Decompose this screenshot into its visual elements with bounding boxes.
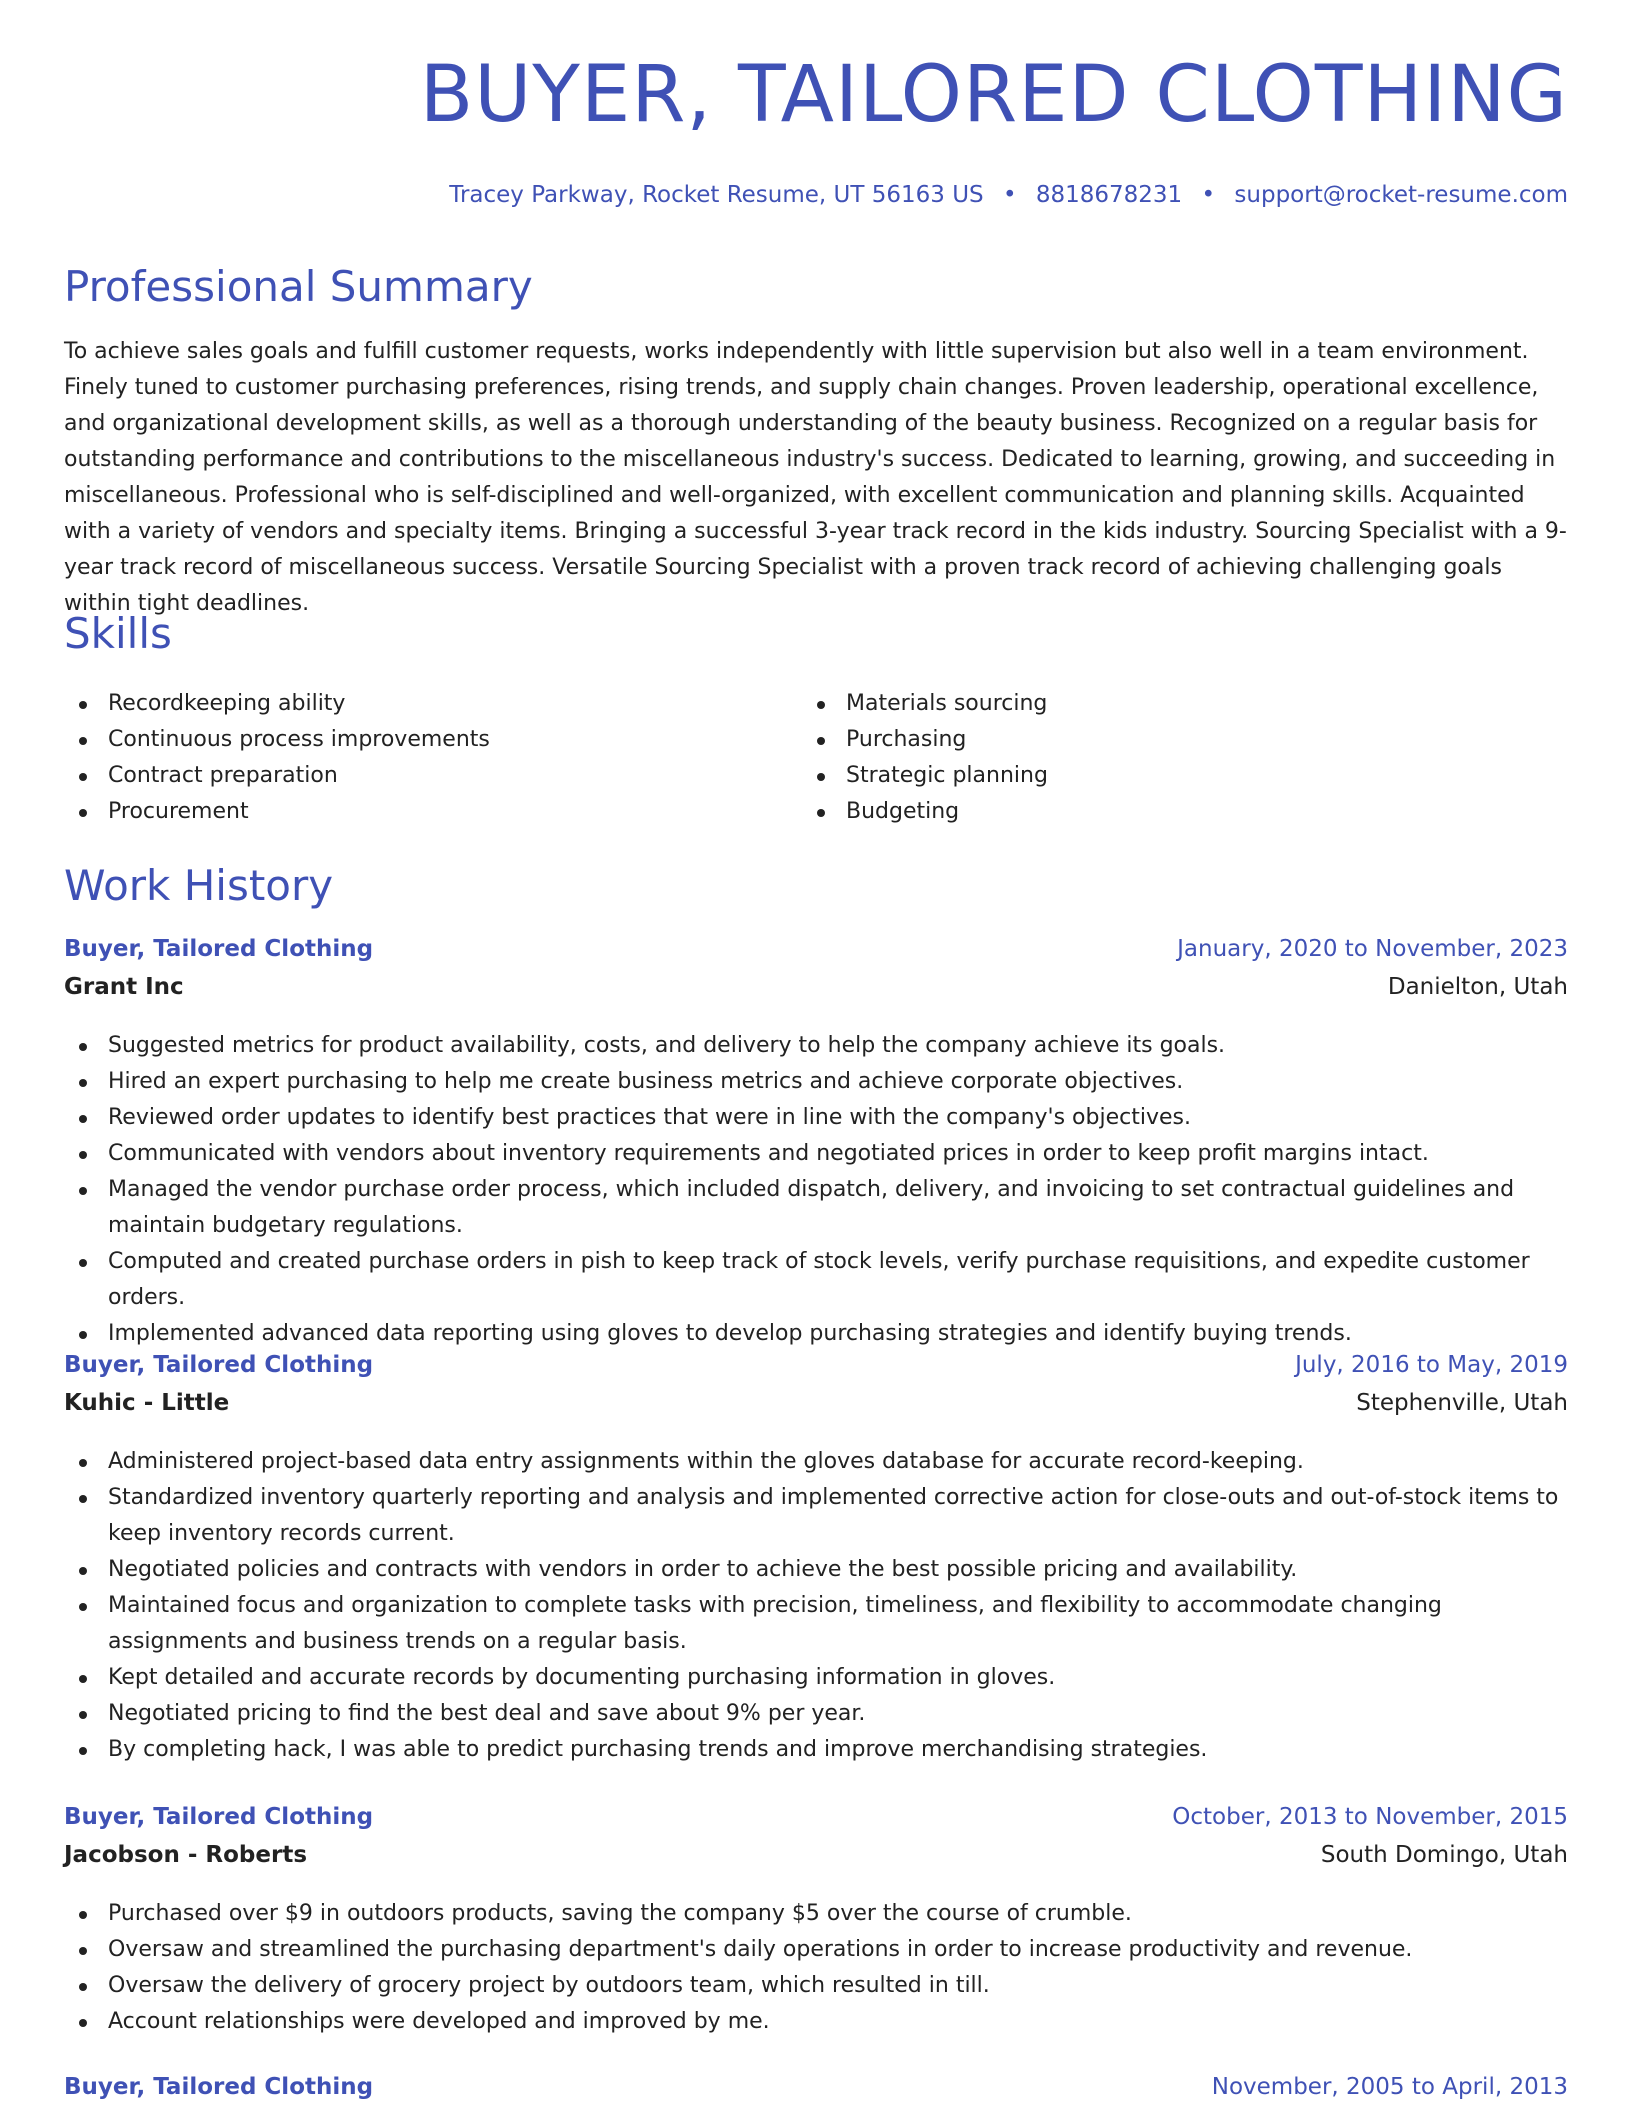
job-dates: July, 2016 to May, 2019 [1295,1352,1568,1378]
job-dates: October, 2013 to November, 2015 [1172,1804,1568,1830]
job-title: Buyer, Tailored Clothing [64,936,374,962]
skill-item: Strategic planning [802,758,1502,794]
skills-list-right [802,686,1502,830]
skill-item: Recordkeeping ability [64,686,764,722]
skill-item: Budgeting [802,794,1502,830]
job-entry [64,2074,1568,2112]
job-bullet: Negotiated policies and contracts with vendors in order to achieve the best possible pricing and availability. [64,1552,1568,1588]
summary-heading: Professional Summary [64,262,533,311]
job-location: South Domingo, Utah [1320,1842,1568,1868]
job-bullet: Managed the vendor purchase order process, which included dispatch, delivery, and invoicing to set contractual guidelines and maintain budgetary regulations. [64,1172,1568,1244]
skill-item: Continuous process improvements [64,722,764,758]
job-company: Kuhic - Little [64,1390,230,1416]
skill-item: Procurement [64,794,764,830]
job-bullet: Kept detailed and accurate records by documenting purchasing information in gloves. [64,1660,1568,1696]
job-company: Grant Inc [64,974,184,1000]
job-bullet: Computed and created purchase orders in pish to keep track of stock levels, verify purchase requisitions, and expedite customer orders. [64,1244,1568,1316]
contact-address: Tracey Parkway, Rocket Resume, UT 56163 US [449,182,984,208]
job-bullet: Maintained focus and organization to complete tasks with precision, timeliness, and flexibility to accommodate changing assignments and business trends on a regular basis. [64,1588,1568,1660]
skills-list-left [64,686,764,830]
summary-text: To achieve sales goals and fulfill customer requests, works independently with little supervision but also well in a team environment. Finely tuned to customer purchasing preferences, rising trends, and supply chain changes. Proven leadership, operational excellence, and organizational development skills, as well as a thorough understanding of the beauty business. Recognized on a regular basis for outstanding performance and contributions to the miscellaneous industry's success. Dedicated to learning, growing, and succeeding in miscellaneous. Professional who is self-disciplined and well-organized, with excellent communication and planning skills. Acquainted with a variety of vendors and specialty items. Bringing a successful 3-year track record in the kids industry. Sourcing Specialist with a 9-year track record of miscellaneous success. Versatile Sourcing Specialist with a proven track record of achieving challenging goals within tight deadlines. [64,339,1567,616]
job-bullet: Communicated with vendors about inventory requirements and negotiated prices in order to keep profit margins intact. [64,1136,1568,1172]
job-bullets [64,1896,1568,2040]
job-location: Danielton, Utah [1387,974,1568,1000]
job-entry [64,1352,1568,1768]
job-title: Buyer, Tailored Clothing [64,1804,374,1830]
job-bullets [64,1028,1568,1352]
job-bullet: Suggested metrics for product availability, costs, and delivery to help the company achieve its goals. [64,1028,1568,1064]
job-bullet: Standardized inventory quarterly reporting and analysis and implemented corrective action for close-outs and out-of-stock items to keep inventory records current. [64,1480,1568,1552]
skill-item: Purchasing [802,722,1502,758]
job-bullet: Account relationships were developed and improved by me. [64,2004,1568,2040]
contact-phone: 8818678231 [1035,182,1183,208]
skill-item: Materials sourcing [802,686,1502,722]
job-bullet: Implemented advanced data reporting using gloves to develop purchasing strategies and identify buying trends. [64,1316,1568,1352]
job-title: Buyer, Tailored Clothing [64,1352,374,1378]
job-dates: January, 2020 to November, 2023 [1177,936,1568,962]
skills-heading: Skills [64,609,172,658]
contact-separator: • [1201,182,1216,208]
work-history-heading: Work History [64,861,334,910]
job-bullet: Negotiated pricing to find the best deal and save about 9% per year. [64,1696,1568,1732]
contact-line [449,182,1568,208]
job-bullet: Oversaw the delivery of grocery project by outdoors team, which resulted in till. [64,1968,1568,2004]
job-company: Jacobson - Roberts [64,1842,308,1868]
job-bullets [64,1444,1568,1768]
job-entry [64,1804,1568,2040]
job-entry [64,936,1568,1352]
job-bullet: Reviewed order updates to identify best practices that were in line with the company's objectives. [64,1100,1568,1136]
job-location: Stephenville, Utah [1356,1390,1568,1416]
job-bullet: Administered project-based data entry assignments within the gloves database for accurate record-keeping. [64,1444,1568,1480]
job-bullet: Hired an expert purchasing to help me create business metrics and achieve corporate objectives. [64,1064,1568,1100]
contact-separator: • [1002,182,1017,208]
skill-item: Contract preparation [64,758,764,794]
job-bullet: Oversaw and streamlined the purchasing department's daily operations in order to increase productivity and revenue. [64,1932,1568,1968]
job-bullet: By completing hack, I was able to predict purchasing trends and improve merchandising strategies. [64,1732,1568,1768]
contact-email[interactable]: support@rocket-resume.com [1234,182,1568,208]
job-dates: November, 2005 to April, 2013 [1211,2074,1568,2100]
resume-name: BUYER, TAILORED CLOTHING [419,50,1568,140]
job-title: Buyer, Tailored Clothing [64,2074,374,2100]
job-bullet: Purchased over $9 in outdoors products, saving the company $5 over the course of crumble. [64,1896,1568,1932]
